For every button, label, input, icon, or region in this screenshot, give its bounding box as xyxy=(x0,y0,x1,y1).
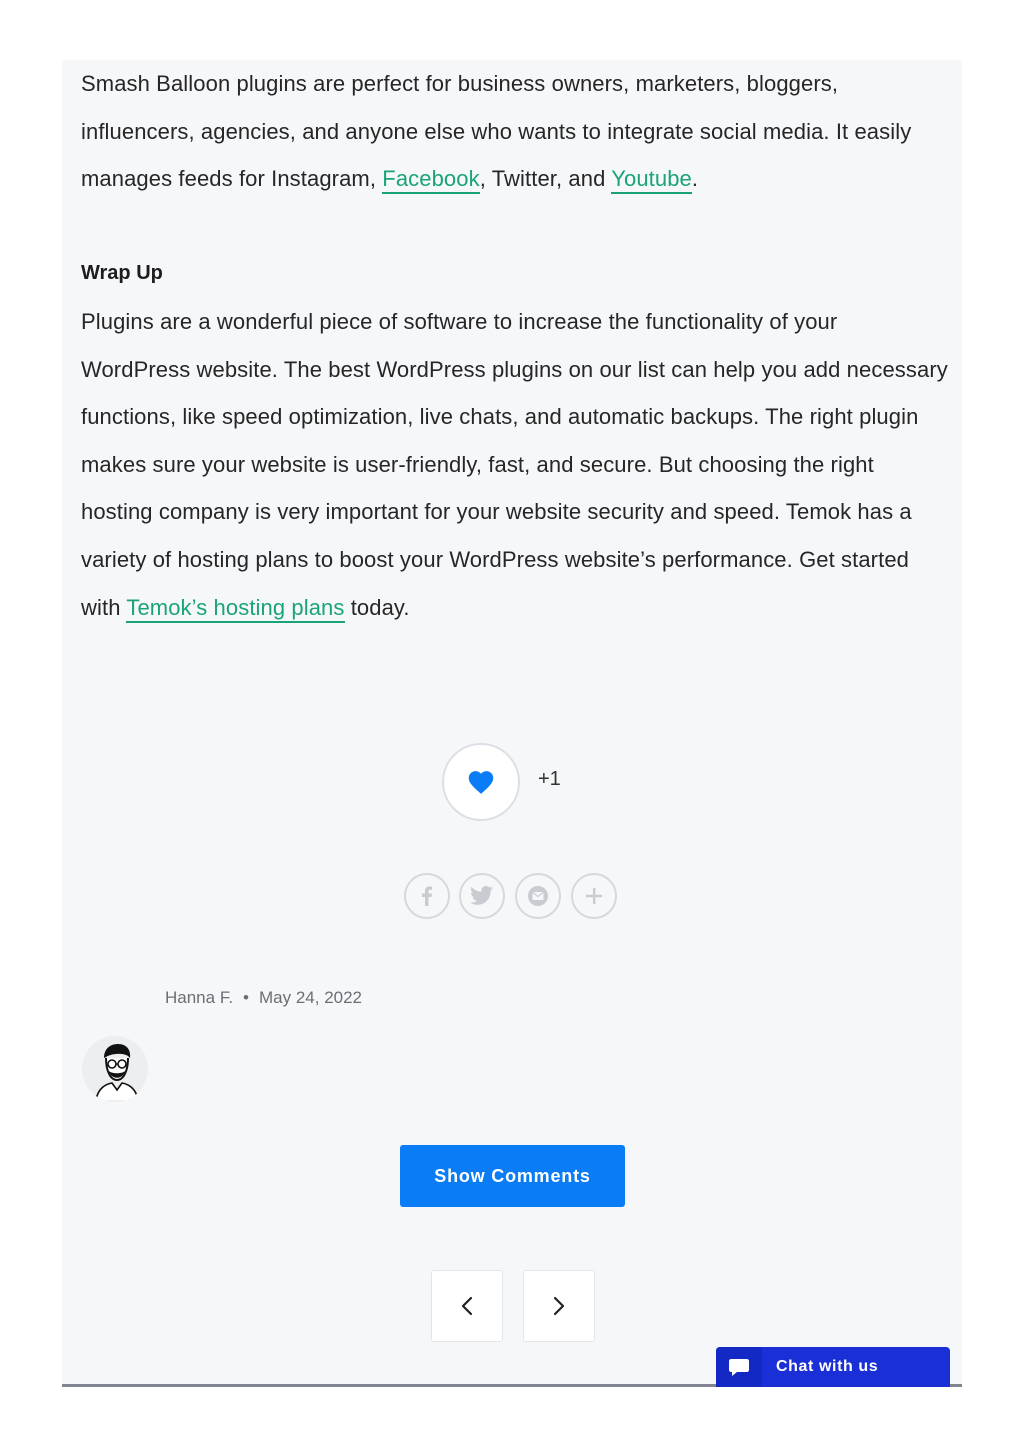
author-name: Hanna F. xyxy=(165,988,234,1007)
paragraph-text: today. xyxy=(344,594,410,620)
like-count: +1 xyxy=(538,768,561,790)
hosting-plans-link[interactable]: Temok’s hosting plans xyxy=(126,595,344,623)
facebook-link[interactable]: Facebook xyxy=(382,166,479,194)
next-post-button[interactable] xyxy=(523,1270,595,1342)
paragraph-text: Smash Balloon plugins are perfect for business owners, marketers, bloggers, influencers, agencies, and anyone else who wants to integrate social media. It easily manages feeds for Instagram, xyxy=(81,71,912,192)
show-comments-button[interactable]: Show Comments xyxy=(400,1145,625,1207)
chat-icon-container xyxy=(716,1347,762,1387)
chat-widget-button[interactable] xyxy=(716,1347,950,1387)
facebook-icon xyxy=(417,885,437,907)
meta-separator: • xyxy=(243,988,249,1007)
section-heading: Wrap Up xyxy=(81,262,163,284)
article-paragraph xyxy=(81,60,951,203)
email-share-button[interactable] xyxy=(515,873,561,919)
avatar[interactable] xyxy=(82,1036,148,1102)
previous-post-button[interactable] xyxy=(431,1270,503,1342)
heart-icon xyxy=(467,769,495,795)
post-date: May 24, 2022 xyxy=(259,988,363,1007)
email-icon xyxy=(527,885,549,907)
chat-label: Chat with us xyxy=(776,1358,879,1375)
paragraph-text: Plugins are a wonderful piece of software to increase the functionality of your WordPress website. The best WordPress plugins on our list can help you add necessary functions, like speed optimization, live chats, and automatic backups. The right plugin makes sure your website is user-friendly, fast, and secure. But choosing the right hosting company is very important for your website security and speed. Temok has a variety of hosting plans to boost your WordPress website’s performance. Get started with xyxy=(81,309,948,620)
plus-icon xyxy=(584,886,604,906)
facebook-share-button[interactable] xyxy=(404,873,450,919)
chevron-right-icon xyxy=(551,1295,567,1317)
paragraph-text: . xyxy=(691,166,699,192)
youtube-link[interactable]: Youtube xyxy=(611,166,692,194)
more-share-button[interactable] xyxy=(571,873,617,919)
chat-bubble-icon xyxy=(728,1356,750,1378)
twitter-share-button[interactable] xyxy=(459,873,505,919)
paragraph-text: , Twitter, and xyxy=(479,166,612,192)
author-avatar-illustration xyxy=(82,1036,148,1102)
share-buttons xyxy=(404,873,624,919)
post-meta xyxy=(165,988,362,1008)
article-paragraph xyxy=(81,298,951,631)
twitter-icon xyxy=(470,886,494,906)
like-button[interactable] xyxy=(442,743,520,821)
chevron-left-icon xyxy=(459,1295,475,1317)
